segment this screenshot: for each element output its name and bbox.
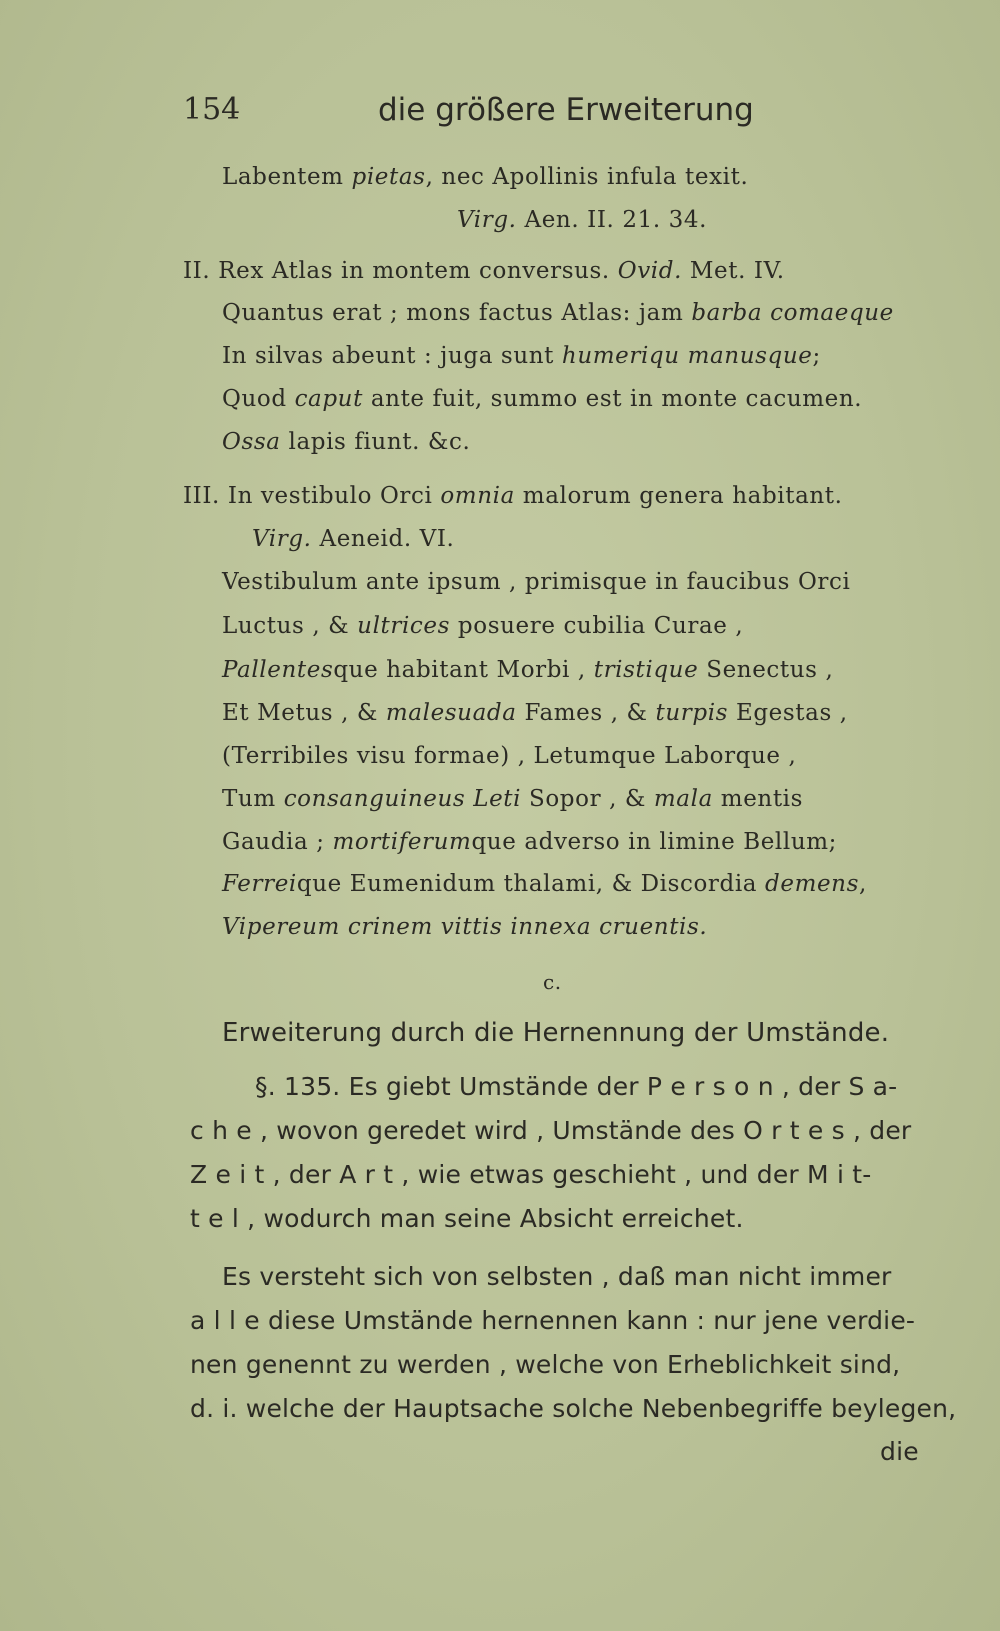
- running-title: die größere Erweiterung: [378, 92, 754, 128]
- paragraph-line: nen genennt zu werden , welche von Erheblichkeit sind,: [190, 1350, 901, 1379]
- verse-line: Vipereum crinem vittis innexa cruentis.: [222, 914, 708, 940]
- verse-line: Quod caput ante fuit, summo est in monte cacumen.: [222, 386, 863, 412]
- section-heading: III. In vestibulo Orci omnia malorum genera habitant.: [183, 483, 843, 509]
- paragraph-line: c h e , wovon geredet wird , Umstände des O r t e s , der: [190, 1116, 912, 1145]
- paragraph-line: d. i. welche der Hauptsache solche Nebenbegriffe beylegen,: [190, 1394, 957, 1423]
- paragraph-line: t e l , wodurch man seine Absicht erreichet.: [190, 1204, 744, 1233]
- citation: Virg. Aen. II. 21. 34.: [457, 207, 708, 233]
- verse-line: Ferreique Eumenidum thalami, & Discordia demens,: [222, 871, 867, 897]
- section-heading: Erweiterung durch die Hernennung der Umstände.: [222, 1018, 890, 1048]
- verse-line: Ossa lapis fiunt. &c.: [222, 429, 471, 455]
- verse-line: Tum consanguineus Leti Sopor , & mala mentis: [222, 786, 804, 812]
- page-header: [0, 88, 1000, 138]
- verse-line: Et Metus , & malesuada Fames , & turpis Egestas ,: [222, 700, 848, 726]
- verse-line: Quantus erat ; mons factus Atlas: jam barba comaeque: [222, 300, 894, 326]
- paragraph-line: §. 135. Es giebt Umstände der P e r s o n , der S a-: [255, 1072, 898, 1101]
- section-letter: c.: [543, 970, 562, 994]
- quote-line: Labentem pietas, nec Apollinis infula texit.: [222, 164, 749, 190]
- verse-line: Gaudia ; mortiferumque adverso in limine Bellum;: [222, 829, 838, 855]
- page-number: 154: [183, 92, 241, 127]
- verse-line: Luctus , & ultrices posuere cubilia Curae ,: [222, 613, 744, 639]
- verse-line: Pallentesque habitant Morbi , tristique Senectus ,: [222, 657, 834, 683]
- verse-line: (Terribiles visu formae) , Letumque Laborque ,: [222, 743, 797, 769]
- citation: Virg. Aeneid. VI.: [252, 526, 455, 552]
- catchword: die: [880, 1437, 919, 1466]
- verse-line: In silvas abeunt : juga sunt humeriqu manusque;: [222, 343, 821, 369]
- paragraph-line: Z e i t , der A r t , wie etwas geschieht , und der M i t-: [190, 1160, 872, 1189]
- verse-line: Vestibulum ante ipsum , primisque in faucibus Orci: [222, 569, 851, 595]
- section-heading: II. Rex Atlas in montem conversus. Ovid. Met. IV.: [183, 258, 785, 284]
- paragraph-line: a l l e diese Umstände hernennen kann : nur jene verdie-: [190, 1306, 916, 1335]
- paragraph-line: Es versteht sich von selbsten , daß man nicht immer: [222, 1262, 892, 1291]
